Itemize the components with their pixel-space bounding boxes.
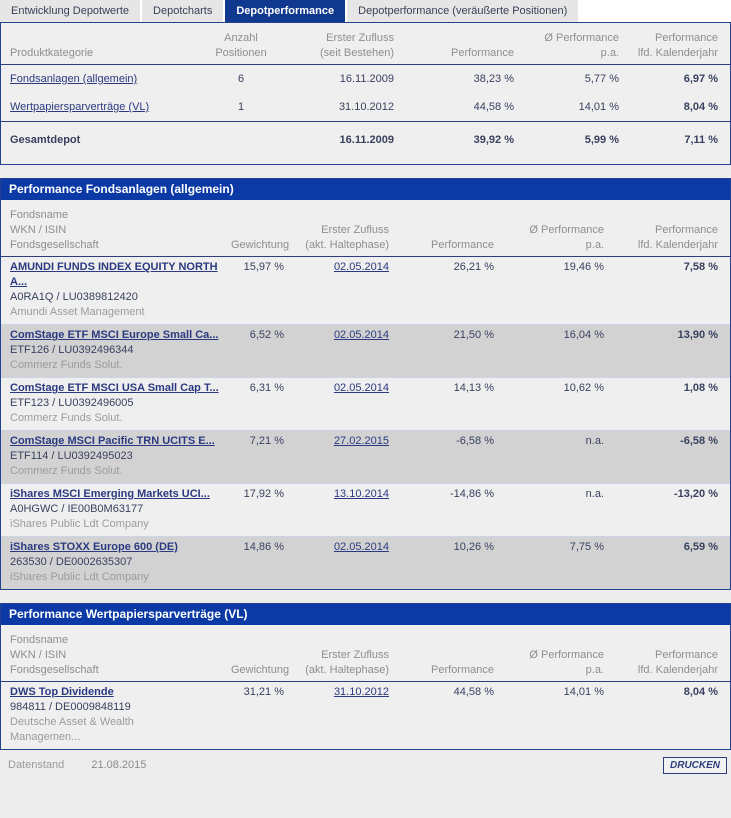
weight-value: 17,92 % [243,488,284,500]
gesamtdepot-label: Gesamtdepot [1,122,206,165]
tab-depotcharts[interactable]: Depotcharts [142,0,223,22]
performance-pa-value: 10,62 % [563,382,604,394]
fund-header-erster-zufluss: Erster Zufluss (akt. Haltephase) [305,224,389,251]
weight-value: 15,97 % [243,261,284,273]
wkn-isin: A0HGWC / IE00B0M63177 [10,503,144,515]
fund-header-performance-kalenderjahr: Performance lfd. Kalenderjahr [637,224,718,251]
performance-pa-value: 16,04 % [563,329,604,341]
summary-header-erster-zufluss: Erster Zufluss (seit Bestehen) [276,23,406,65]
fund-header-gewichtung: Gewichtung [231,239,290,251]
performance-ytd-value: 13,90 % [677,329,718,341]
fund-company: Deutsche Asset & Wealth Managemen... [10,716,134,743]
fund-header-performance-pa: Ø Performance p.a. [529,224,604,251]
summary-header-performance: Performance [406,23,526,65]
performance-pa-value: 19,46 % [563,261,604,273]
summary-row-gesamtdepot [1,122,730,165]
footer [0,759,731,783]
wkn-isin: ETF114 / LU0392495023 [10,450,133,462]
wkn-isin: ETF123 / LU0392496005 [10,397,134,409]
datenstand-label: Datenstand [8,759,65,771]
fondsanlagen-table [1,200,730,589]
fund-header-name: Fondsname WKN / ISIN Fondsgesellschaft [10,634,99,676]
fund-company: Amundi Asset Management [10,306,145,318]
performance-pa-value: 14,01 % [578,101,619,113]
fund-header-gewichtung: Gewichtung [231,664,290,676]
category-link-wertpapiersparvertraege[interactable]: Wertpapiersparverträge (VL) [10,101,150,113]
performance-ytd-value: 6,97 % [683,73,718,85]
performance-pa-value: 14,01 % [563,686,604,698]
performance-value: 26,21 % [453,261,494,273]
summary-table [1,23,730,164]
tab-depotperformance[interactable]: Depotperformance [225,0,345,22]
tab-entwicklung-depotwerte[interactable]: Entwicklung Depotwerte [0,0,140,22]
fund-name-link[interactable]: ComStage ETF MSCI Europe Small Ca... [10,329,219,341]
fund-company: Commerz Funds Solut. [10,359,123,371]
count-value: 6 [237,73,245,85]
performance-pa-value: n.a. [585,435,604,447]
weight-value: 14,86 % [243,541,284,553]
section-title-wertpapiersparvertraege: Performance Wertpapiersparverträge (VL) [1,604,730,625]
fund-name-link[interactable]: AMUNDI FUNDS INDEX EQUITY NORTH A... [10,261,218,288]
category-link-fondsanlagen[interactable]: Fondsanlagen (allgemein) [10,73,138,85]
summary-panel [0,22,731,165]
performance-value: -6,58 % [456,435,494,447]
first-inflow-link[interactable]: 02.05.2014 [333,329,389,341]
wkn-isin: A0RA1Q / LU0389812420 [10,291,138,303]
wertpapiersparvertraege-table [1,625,730,749]
performance-ytd-value: 6,59 % [683,541,718,553]
wkn-isin: ETF126 / LU0392496344 [10,344,134,356]
first-inflow-link[interactable]: 02.05.2014 [333,541,389,553]
summary-header-anzahl-positionen: Anzahl Positionen [206,23,276,65]
fund-header-performance-pa: Ø Performance p.a. [529,649,604,676]
fund-header-performance-kalenderjahr: Performance lfd. Kalenderjahr [637,649,718,676]
tab-depotperformance-veraeusserte-positionen[interactable]: Depotperformance (veräußerte Positionen) [347,0,578,22]
summary-header-performance-kalenderjahr: Performance lfd. Kalenderjahr [631,23,730,65]
fund-row-amundi [1,257,730,325]
wertpapiersparvertraege-panel [0,603,731,750]
performance-pa-value: 5,77 % [584,73,619,85]
performance-ytd-value: -13,20 % [673,488,718,500]
first-inflow-link[interactable]: 27.02.2015 [333,435,389,447]
performance-value: 10,26 % [453,541,494,553]
summary-row-fondsanlagen [1,65,730,94]
fund-company: Commerz Funds Solut. [10,465,123,477]
weight-value: 6,31 % [249,382,284,394]
fondsanlagen-panel [0,178,731,590]
fund-company: iShares Public Ldt Company [10,571,149,583]
performance-value: 44,58 % [453,686,494,698]
section-title-fondsanlagen: Performance Fondsanlagen (allgemein) [1,179,730,200]
first-inflow-value: 31.10.2012 [338,101,394,113]
performance-value: 38,23 % [473,73,514,85]
fund-header-erster-zufluss: Erster Zufluss (akt. Haltephase) [305,649,389,676]
count-value: 1 [237,101,245,113]
performance-ytd-value: 7,58 % [683,261,718,273]
performance-value: 39,92 % [406,122,526,165]
fund-name-link[interactable]: iShares MSCI Emerging Markets UCI... [10,488,210,500]
fund-row-comstage-usa [1,378,730,431]
fund-row-comstage-pacific [1,431,730,484]
first-inflow-link[interactable]: 02.05.2014 [333,382,389,394]
performance-ytd-value: 8,04 % [683,101,718,113]
performance-value: -14,86 % [449,488,494,500]
fund-name-link[interactable]: ComStage MSCI Pacific TRN UCITS E... [10,435,215,447]
summary-row-wertpapiersparvertraege [1,93,730,122]
summary-header-produktkategorie: Produktkategorie [1,23,206,65]
first-inflow-value: 16.11.2009 [276,122,406,165]
fund-header-performance: Performance [431,239,494,251]
fund-row-dws-top-dividende [1,682,730,750]
datenstand-date: 21.08.2015 [91,759,147,771]
fund-company: iShares Public Ldt Company [10,518,149,530]
performance-ytd-value: 8,04 % [683,686,718,698]
weight-value: 7,21 % [249,435,284,447]
first-inflow-link[interactable]: 13.10.2014 [333,488,389,500]
performance-pa-value: n.a. [585,488,604,500]
fund-name-link[interactable]: DWS Top Dividende [10,686,114,698]
wkn-isin: 263530 / DE0002635307 [10,556,133,568]
performance-ytd-value: 7,11 % [631,122,730,165]
fund-header-name: Fondsname WKN / ISIN Fondsgesellschaft [10,209,99,251]
tab-bar [0,0,731,22]
fund-name-link[interactable]: iShares STOXX Europe 600 (DE) [10,541,178,553]
fund-row-comstage-europe [1,325,730,378]
first-inflow-link[interactable]: 02.05.2014 [333,261,389,273]
fund-row-ishares-stoxx [1,537,730,590]
fund-header-performance: Performance [431,664,494,676]
performance-value: 14,13 % [453,382,494,394]
performance-pa-value: 7,75 % [569,541,604,553]
performance-ytd-value: -6,58 % [680,435,718,447]
performance-value: 44,58 % [473,101,514,113]
summary-header-performance-pa: Ø Performance p.a. [526,23,631,65]
weight-value: 6,52 % [249,329,284,341]
performance-ytd-value: 1,08 % [683,382,718,394]
fund-company: Commerz Funds Solut. [10,412,123,424]
fund-name-link[interactable]: ComStage ETF MSCI USA Small Cap T... [10,382,219,394]
count-value [206,122,276,165]
drucken-button[interactable]: DRUCKEN [663,757,727,774]
fund-row-ishares-emerging [1,484,730,537]
first-inflow-value: 16.11.2009 [339,73,394,85]
performance-pa-value: 5,99 % [526,122,631,165]
wkn-isin: 984811 / DE0009848119 [10,701,131,713]
first-inflow-link[interactable]: 31.10.2012 [333,686,389,698]
performance-value: 21,50 % [453,329,494,341]
weight-value: 31,21 % [243,686,284,698]
